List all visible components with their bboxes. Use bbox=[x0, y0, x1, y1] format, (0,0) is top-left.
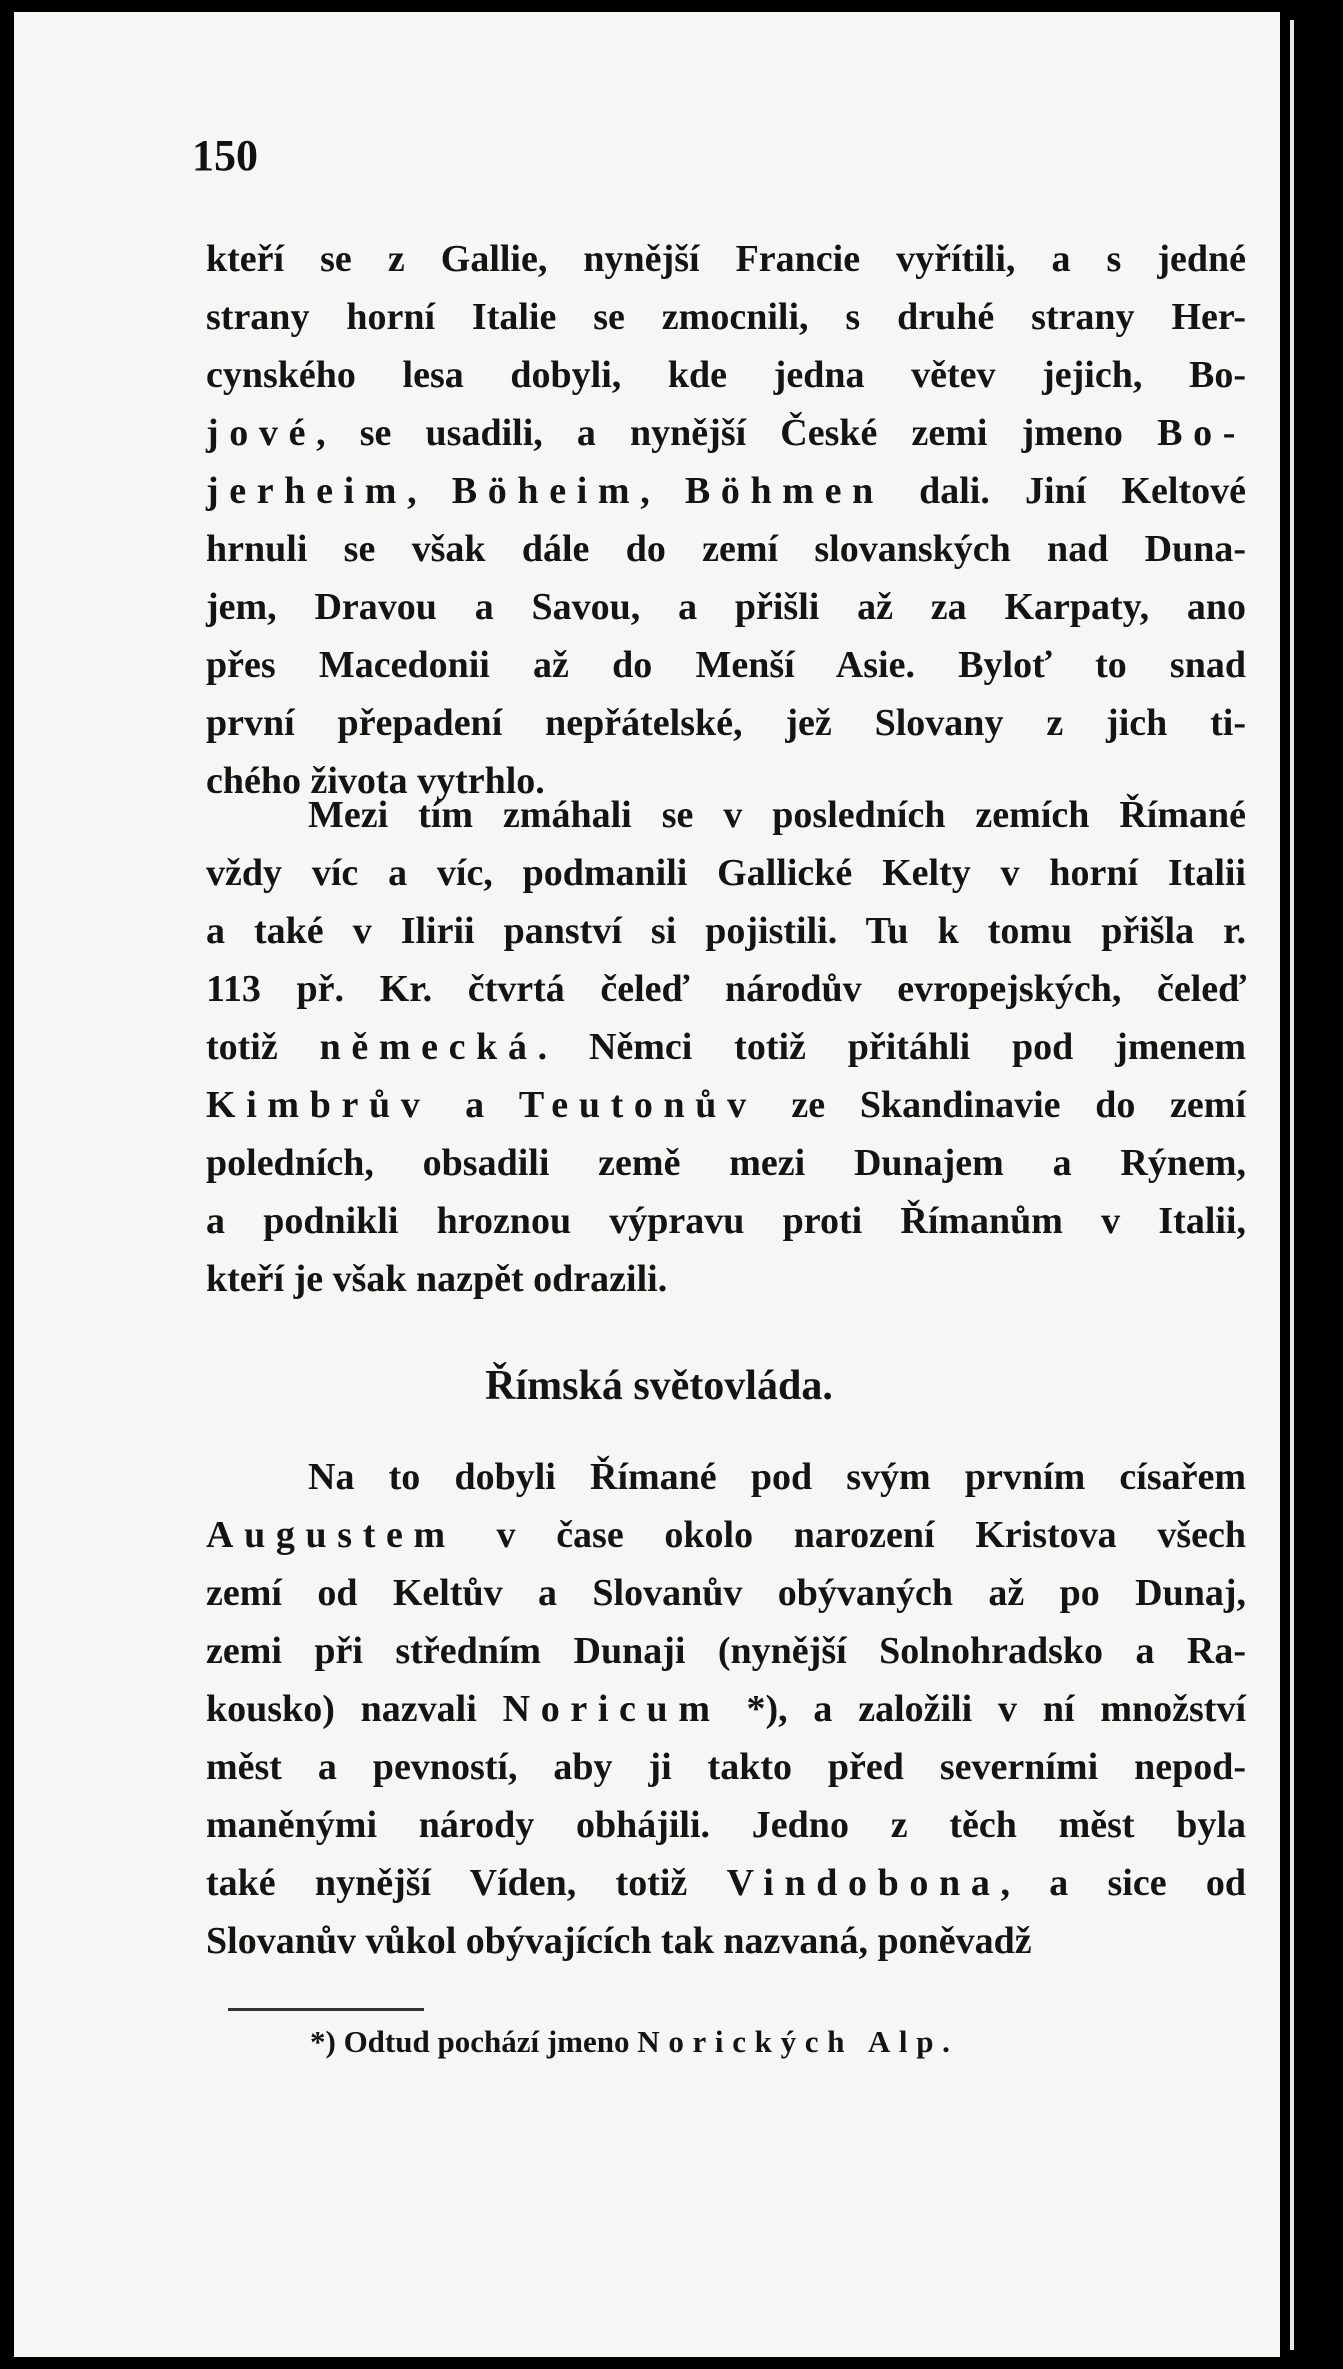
spaced-term: Augustem bbox=[206, 1514, 456, 1556]
paragraph-1 bbox=[206, 230, 1246, 810]
footnote-text: *) Odtud pochází jmeno bbox=[310, 2024, 638, 2059]
text-line: první přepadení nepřátelské, jež Slovany z jich ti- bbox=[206, 702, 1246, 744]
spaced-term: Noricum bbox=[502, 1688, 721, 1730]
spaced-term: Böhmen bbox=[684, 470, 884, 512]
text-line: přes Macedonii až do Menší Asie. Byloť to snad bbox=[206, 644, 1246, 686]
page-edge-line bbox=[1290, 20, 1294, 2350]
spaced-term: německá bbox=[319, 1026, 538, 1068]
text-run: , bbox=[640, 470, 685, 512]
book-page bbox=[14, 12, 1280, 2357]
text-line: cynského lesa dobyli, kde jedna větev jejich, Bo- bbox=[206, 354, 1246, 396]
text-line: poledních, obsadili země mezi Dunajem a Rýnem, bbox=[206, 1142, 1246, 1184]
text-line bbox=[206, 1506, 1246, 1564]
text-line: strany horní Italie se zmocnili, s druhé strany Her- bbox=[206, 296, 1246, 338]
text-line: jem, Dravou a Savou, a přišli až za Karpaty, ano bbox=[206, 586, 1246, 628]
text-run: . Němci totiž přitáhli pod jmenem bbox=[537, 1026, 1246, 1068]
section-heading: Římská světovláda. bbox=[485, 1363, 833, 1409]
footnote bbox=[310, 2024, 950, 2060]
footnote-rule bbox=[228, 2008, 424, 2011]
text-line: zemí od Keltův a Slovanův obývaných až po Dunaj, bbox=[206, 1572, 1246, 1614]
text-line: zemi při středním Dunaji (nynější Solnohradsko a Ra- bbox=[206, 1630, 1246, 1672]
text-run: totiž bbox=[206, 1026, 320, 1068]
paragraph-3 bbox=[206, 1448, 1246, 1970]
text-run: také nynější Víden, totiž bbox=[206, 1862, 727, 1904]
text-run: kousko) nazvali bbox=[206, 1688, 503, 1730]
spaced-term: Vindobona bbox=[726, 1862, 1001, 1904]
text-line: 113 př. Kr. čtvrtá čeleď národův evropejských, čeleď bbox=[206, 968, 1246, 1010]
text-line bbox=[206, 1018, 1246, 1076]
spaced-term: jerheim bbox=[206, 470, 408, 512]
text-line: hrnuli se však dále do zemí slovanských nad Duna- bbox=[206, 528, 1246, 570]
text-line bbox=[206, 1680, 1246, 1738]
text-line: a také v Ilirii panství si pojistili. Tu k tomu přišla r. bbox=[206, 910, 1246, 952]
spaced-term: Böheim bbox=[451, 470, 641, 512]
text-line: kteří je však nazpět odrazili. bbox=[206, 1258, 668, 1300]
text-run: dali. Jiní Keltové bbox=[883, 470, 1246, 512]
paragraph-2 bbox=[206, 786, 1246, 1308]
page-number: 150 bbox=[192, 131, 258, 180]
text-run: , a sice od bbox=[1000, 1862, 1247, 1904]
text-line bbox=[206, 1076, 1246, 1134]
footnote-end: . bbox=[942, 2024, 950, 2059]
text-line: a podnikli hroznou výpravu proti Římanům v Italii, bbox=[206, 1200, 1246, 1242]
spaced-term: Kimbrův bbox=[206, 1084, 431, 1126]
text-run: a bbox=[430, 1084, 519, 1126]
text-line: Slovanův vůkol obývajících tak nazvaná, poněvadž bbox=[206, 1920, 1032, 1962]
spaced-term: Teutonův bbox=[518, 1084, 757, 1126]
footnote-spaced-term: Norických Alp bbox=[637, 2024, 943, 2059]
spaced-term: jové bbox=[206, 412, 317, 454]
text-line: maněnými národy obhájili. Jedno z těch měst byla bbox=[206, 1804, 1246, 1846]
spaced-term: Bo- bbox=[1157, 412, 1246, 454]
text-line: vždy víc a víc, podmanili Gallické Kelty v horní Italii bbox=[206, 852, 1246, 894]
text-line bbox=[206, 404, 1246, 462]
text-line: kteří se z Gallie, nynější Francie vyřítili, a s jedné bbox=[206, 238, 1246, 280]
text-run: ze Skandinavie do zemí bbox=[756, 1084, 1247, 1126]
text-line: Na to dobyli Římané pod svým prvním císařem bbox=[308, 1456, 1246, 1498]
text-line: měst a pevností, aby ji takto před severními nepod- bbox=[206, 1746, 1246, 1788]
text-line: Mezi tím zmáhali se v posledních zemích Římané bbox=[308, 794, 1246, 836]
text-run: , se usadili, a nynější České zemi jmeno bbox=[316, 412, 1158, 454]
text-run: , bbox=[407, 470, 452, 512]
text-run: *), a založili v ní množství bbox=[720, 1688, 1246, 1730]
text-line: chého života vytrhlo. bbox=[206, 760, 545, 802]
text-run: v čase okolo narození Kristova všech bbox=[455, 1514, 1246, 1556]
text-line bbox=[206, 1854, 1246, 1912]
text-line bbox=[206, 462, 1246, 520]
